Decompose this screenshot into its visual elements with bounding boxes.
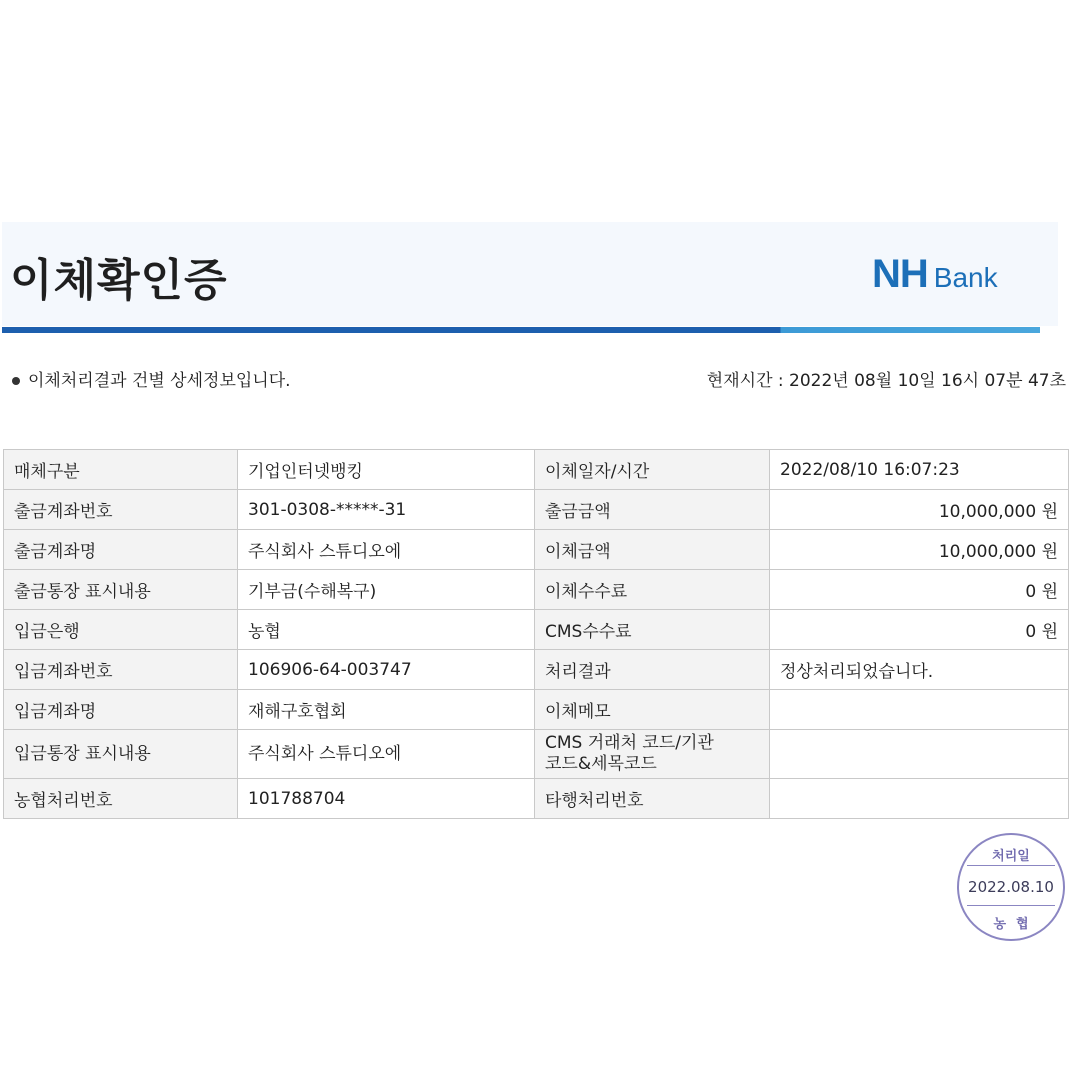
row-label: 이체일자/시간 [535,450,770,490]
row-label: 출금통장 표시내용 [4,570,238,610]
row-value: 주식회사 스튜디오에 [238,730,535,779]
row-label: CMS수수료 [535,610,770,650]
row-value: 0 원 [770,610,1069,650]
row-value: 10,000,000 원 [770,490,1069,530]
transfer-detail-table [3,449,1069,819]
row-value: 기업인터넷뱅킹 [238,450,535,490]
row-value: 106906-64-003747 [238,650,535,690]
row-label: 이체금액 [535,530,770,570]
row-value: 농협 [238,610,535,650]
stamp-date-text: 2022.08.10 [968,878,1054,896]
info-message [12,366,291,391]
stamp-top-text: 처리일 [992,849,1030,864]
row-label: CMS 거래처 코드/기관코드&세목코드 [535,730,770,779]
info-message-text: 이체처리결과 건별 상세정보입니다. [28,371,291,391]
nh-bank-logo [872,252,998,296]
logo-nh-text: NH [872,252,928,296]
logo-bank-text: Bank [933,262,998,293]
table-row [4,570,1069,610]
row-label: 입금계좌명 [4,690,238,730]
row-label: 출금금액 [535,490,770,530]
table-row [4,530,1069,570]
current-time: 현재시간 : 2022년 08월 10일 16시 07분 47초 [706,371,1066,391]
row-label: 처리결과 [535,650,770,690]
row-value: 10,000,000 원 [770,530,1069,570]
row-label: 입금은행 [4,610,238,650]
row-label: 입금통장 표시내용 [4,730,238,779]
row-value: 기부금(수해복구) [238,570,535,610]
row-value: 0 원 [770,570,1069,610]
table-row [4,690,1069,730]
row-label: 이체메모 [535,690,770,730]
stamp-bottom-text: 농협 [993,917,1039,932]
row-value: 정상처리되었습니다. [770,650,1069,690]
processing-date-stamp [957,833,1065,941]
row-label: 출금계좌번호 [4,490,238,530]
table-row [4,650,1069,690]
table-row [4,490,1069,530]
row-value: 301-0308-*****-31 [238,490,535,530]
row-label: 농협처리번호 [4,779,238,819]
row-label: 출금계좌명 [4,530,238,570]
stamp-divider [967,865,1055,866]
row-value [770,779,1069,819]
bullet-icon [12,377,20,385]
row-label: 입금계좌번호 [4,650,238,690]
table-row [4,730,1069,779]
header-divider [2,327,1040,333]
stamp-divider [967,905,1055,906]
table-row [4,610,1069,650]
table-row [4,779,1069,819]
row-value: 재해구호협회 [238,690,535,730]
page-title: 이체확인증 [10,255,228,306]
row-value: 101788704 [238,779,535,819]
row-label: 매체구분 [4,450,238,490]
row-value [770,690,1069,730]
row-value: 2022/08/10 16:07:23 [770,450,1069,490]
table-row [4,450,1069,490]
row-label: 이체수수료 [535,570,770,610]
row-value: 주식회사 스튜디오에 [238,530,535,570]
row-value [770,730,1069,779]
row-label: 타행처리번호 [535,779,770,819]
